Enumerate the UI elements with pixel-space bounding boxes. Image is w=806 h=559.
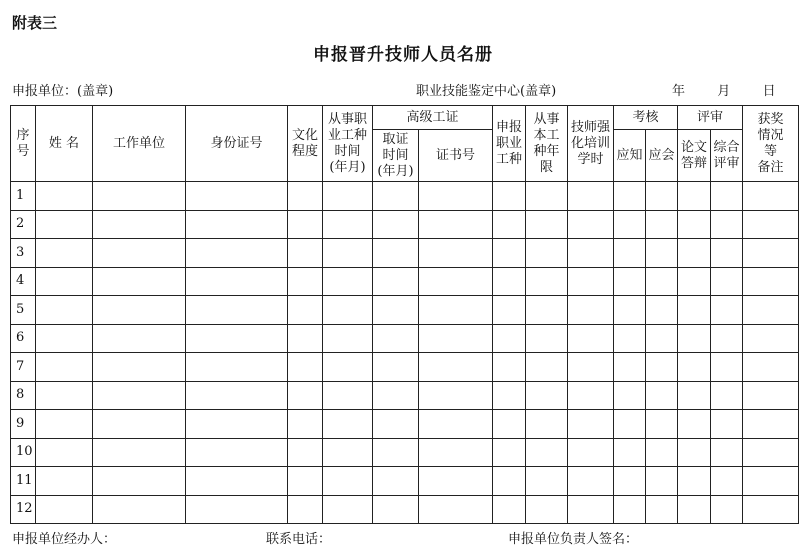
table-cell[interactable] bbox=[711, 467, 743, 496]
table-cell[interactable] bbox=[186, 353, 288, 382]
table-cell[interactable] bbox=[568, 296, 614, 325]
table-cell[interactable] bbox=[526, 267, 568, 296]
header-awards: 获奖 情况 等 备注 bbox=[743, 106, 799, 182]
roster-table bbox=[10, 105, 799, 524]
table-cell[interactable] bbox=[646, 239, 678, 268]
row-number: 9 bbox=[11, 410, 36, 439]
table-cell[interactable] bbox=[646, 438, 678, 467]
year-label: 年 bbox=[672, 84, 686, 99]
table-cell[interactable] bbox=[419, 410, 493, 439]
table-cell[interactable] bbox=[678, 182, 711, 211]
table-cell[interactable] bbox=[373, 353, 419, 382]
table-cell[interactable] bbox=[568, 467, 614, 496]
table-cell[interactable] bbox=[646, 296, 678, 325]
row-number: 4 bbox=[11, 267, 36, 296]
table-cell[interactable] bbox=[614, 210, 646, 239]
table-cell[interactable] bbox=[568, 267, 614, 296]
table-cell[interactable] bbox=[614, 410, 646, 439]
table-cell[interactable] bbox=[646, 410, 678, 439]
table-cell[interactable] bbox=[711, 296, 743, 325]
header-education: 文化 程度 bbox=[288, 106, 323, 182]
table-cell[interactable] bbox=[323, 438, 373, 467]
table-cell[interactable] bbox=[419, 467, 493, 496]
table-cell[interactable] bbox=[323, 324, 373, 353]
table-cell[interactable] bbox=[711, 410, 743, 439]
table-cell[interactable] bbox=[614, 324, 646, 353]
table-cell[interactable] bbox=[93, 381, 186, 410]
table-cell[interactable] bbox=[36, 267, 93, 296]
header-years-this-trade: 从事 本工 种年 限 bbox=[526, 106, 568, 182]
table-cell[interactable] bbox=[288, 324, 323, 353]
table-cell[interactable] bbox=[323, 239, 373, 268]
table-cell[interactable] bbox=[743, 495, 799, 524]
date-line bbox=[672, 80, 776, 99]
header-review: 评审 bbox=[678, 106, 743, 130]
table-row bbox=[11, 438, 799, 467]
table-row bbox=[11, 324, 799, 353]
table-cell[interactable] bbox=[373, 381, 419, 410]
table-cell[interactable] bbox=[646, 210, 678, 239]
row-number: 12 bbox=[11, 495, 36, 524]
table-cell[interactable] bbox=[711, 495, 743, 524]
table-cell[interactable] bbox=[93, 210, 186, 239]
table-cell[interactable] bbox=[93, 182, 186, 211]
table-cell[interactable] bbox=[678, 495, 711, 524]
table-cell[interactable] bbox=[493, 438, 526, 467]
header-seq: 序 号 bbox=[11, 106, 36, 182]
table-cell[interactable] bbox=[288, 239, 323, 268]
table-cell[interactable] bbox=[419, 353, 493, 382]
table-cell[interactable] bbox=[323, 210, 373, 239]
header-exam: 考核 bbox=[614, 106, 678, 130]
table-cell[interactable] bbox=[711, 182, 743, 211]
row-number: 2 bbox=[11, 210, 36, 239]
table-cell[interactable] bbox=[36, 353, 93, 382]
day-label: 日 bbox=[762, 84, 776, 99]
table-row bbox=[11, 239, 799, 268]
declaring-unit-label: 申报单位：(盖章) bbox=[12, 84, 114, 99]
table-cell[interactable] bbox=[493, 381, 526, 410]
table-cell[interactable] bbox=[36, 239, 93, 268]
row-number: 10 bbox=[11, 438, 36, 467]
table-cell[interactable] bbox=[493, 324, 526, 353]
table-cell[interactable] bbox=[288, 495, 323, 524]
table-cell[interactable] bbox=[568, 210, 614, 239]
table-cell[interactable] bbox=[646, 495, 678, 524]
table-cell[interactable] bbox=[568, 324, 614, 353]
table-cell[interactable] bbox=[93, 467, 186, 496]
table-cell[interactable] bbox=[614, 353, 646, 382]
table-cell[interactable] bbox=[711, 353, 743, 382]
table-cell[interactable] bbox=[323, 467, 373, 496]
table-cell[interactable] bbox=[678, 467, 711, 496]
table-cell[interactable] bbox=[186, 324, 288, 353]
table-cell[interactable] bbox=[288, 438, 323, 467]
header-practice: 应会 bbox=[646, 130, 678, 182]
table-row bbox=[11, 210, 799, 239]
table-cell[interactable] bbox=[711, 267, 743, 296]
table-cell[interactable] bbox=[646, 467, 678, 496]
table-cell[interactable] bbox=[36, 182, 93, 211]
month-label: 月 bbox=[717, 84, 731, 99]
table-cell[interactable] bbox=[743, 410, 799, 439]
table-cell[interactable] bbox=[493, 210, 526, 239]
table-cell[interactable] bbox=[186, 467, 288, 496]
table-cell[interactable] bbox=[419, 239, 493, 268]
table-cell[interactable] bbox=[419, 495, 493, 524]
row-number: 5 bbox=[11, 296, 36, 325]
table-cell[interactable] bbox=[711, 438, 743, 467]
appendix-label: 附表三 bbox=[12, 14, 58, 32]
table-cell[interactable] bbox=[678, 239, 711, 268]
table-cell[interactable] bbox=[419, 381, 493, 410]
table-cell[interactable] bbox=[614, 381, 646, 410]
table-cell[interactable] bbox=[678, 410, 711, 439]
row-number: 1 bbox=[11, 182, 36, 211]
table-cell[interactable] bbox=[678, 296, 711, 325]
table-cell[interactable] bbox=[36, 438, 93, 467]
table-cell[interactable] bbox=[614, 438, 646, 467]
table-cell[interactable] bbox=[743, 267, 799, 296]
table-cell[interactable] bbox=[373, 210, 419, 239]
signature-label: 申报单位负责人签名： bbox=[508, 532, 639, 547]
table-cell[interactable] bbox=[493, 410, 526, 439]
table-cell[interactable] bbox=[323, 267, 373, 296]
table-cell[interactable] bbox=[93, 267, 186, 296]
table-cell[interactable] bbox=[526, 353, 568, 382]
table-cell[interactable] bbox=[36, 296, 93, 325]
table-cell[interactable] bbox=[93, 495, 186, 524]
table-cell[interactable] bbox=[36, 381, 93, 410]
table-cell[interactable] bbox=[743, 467, 799, 496]
header-workplace: 工作单位 bbox=[93, 106, 186, 182]
table-cell[interactable] bbox=[526, 324, 568, 353]
header-overall: 综合 评审 bbox=[711, 130, 743, 182]
table-cell[interactable] bbox=[614, 239, 646, 268]
appraisal-center-label: 职业技能鉴定中心(盖章) bbox=[416, 84, 557, 99]
table-cell[interactable] bbox=[568, 410, 614, 439]
table-cell[interactable] bbox=[93, 239, 186, 268]
table-cell[interactable] bbox=[373, 267, 419, 296]
header-name: 姓 名 bbox=[36, 106, 93, 182]
table-cell[interactable] bbox=[711, 381, 743, 410]
table-cell[interactable] bbox=[678, 210, 711, 239]
header-training-hours: 技师强 化培训 学时 bbox=[568, 106, 614, 182]
table-cell[interactable] bbox=[678, 324, 711, 353]
table-cell[interactable] bbox=[93, 410, 186, 439]
table-cell[interactable] bbox=[614, 182, 646, 211]
table-row bbox=[11, 182, 799, 211]
table-cell[interactable] bbox=[373, 324, 419, 353]
row-number: 7 bbox=[11, 353, 36, 382]
table-cell[interactable] bbox=[419, 267, 493, 296]
table-cell[interactable] bbox=[373, 438, 419, 467]
table-cell[interactable] bbox=[373, 410, 419, 439]
table-cell[interactable] bbox=[36, 410, 93, 439]
table-row bbox=[11, 495, 799, 524]
table-cell[interactable] bbox=[711, 324, 743, 353]
table-cell[interactable] bbox=[526, 239, 568, 268]
table-cell[interactable] bbox=[93, 296, 186, 325]
table-cell[interactable] bbox=[186, 239, 288, 268]
table-cell[interactable] bbox=[678, 267, 711, 296]
table-cell[interactable] bbox=[373, 467, 419, 496]
table-cell[interactable] bbox=[646, 182, 678, 211]
table-cell[interactable] bbox=[743, 324, 799, 353]
table-cell[interactable] bbox=[323, 182, 373, 211]
table-cell[interactable] bbox=[614, 495, 646, 524]
table-cell[interactable] bbox=[323, 353, 373, 382]
header-id-number: 身份证号 bbox=[186, 106, 288, 182]
table-cell[interactable] bbox=[419, 210, 493, 239]
table-cell[interactable] bbox=[93, 353, 186, 382]
table-cell[interactable] bbox=[288, 296, 323, 325]
header-cert-number: 证书号 bbox=[419, 130, 493, 182]
table-cell[interactable] bbox=[568, 438, 614, 467]
table-cell[interactable] bbox=[186, 210, 288, 239]
table-cell[interactable] bbox=[743, 210, 799, 239]
table-cell[interactable] bbox=[288, 381, 323, 410]
table-cell[interactable] bbox=[186, 296, 288, 325]
table-cell[interactable] bbox=[568, 239, 614, 268]
table-cell[interactable] bbox=[526, 438, 568, 467]
table-cell[interactable] bbox=[743, 239, 799, 268]
table-cell[interactable] bbox=[743, 353, 799, 382]
table-cell[interactable] bbox=[288, 353, 323, 382]
table-cell[interactable] bbox=[678, 438, 711, 467]
table-cell[interactable] bbox=[419, 438, 493, 467]
table-cell[interactable] bbox=[36, 210, 93, 239]
table-row bbox=[11, 296, 799, 325]
table-cell[interactable] bbox=[493, 267, 526, 296]
header-years-in-trade: 从事职 业工种 时间 (年月) bbox=[323, 106, 373, 182]
table-cell[interactable] bbox=[646, 381, 678, 410]
header-theory: 应知 bbox=[614, 130, 646, 182]
table-row bbox=[11, 353, 799, 382]
table-cell[interactable] bbox=[288, 267, 323, 296]
table-cell[interactable] bbox=[493, 467, 526, 496]
table-cell[interactable] bbox=[373, 495, 419, 524]
row-number: 3 bbox=[11, 239, 36, 268]
table-cell[interactable] bbox=[288, 210, 323, 239]
table-cell[interactable] bbox=[678, 381, 711, 410]
page-title: 申报晋升技师人员名册 bbox=[313, 45, 493, 65]
table-cell[interactable] bbox=[526, 467, 568, 496]
table-cell[interactable] bbox=[493, 296, 526, 325]
table-cell[interactable] bbox=[186, 267, 288, 296]
table-cell[interactable] bbox=[323, 381, 373, 410]
table-cell[interactable] bbox=[288, 467, 323, 496]
table-row bbox=[11, 267, 799, 296]
table-cell[interactable] bbox=[186, 410, 288, 439]
table-cell[interactable] bbox=[288, 182, 323, 211]
table-cell[interactable] bbox=[526, 410, 568, 439]
table-cell[interactable] bbox=[711, 210, 743, 239]
table-cell[interactable] bbox=[419, 182, 493, 211]
table-cell[interactable] bbox=[323, 296, 373, 325]
table-cell[interactable] bbox=[568, 495, 614, 524]
table-cell[interactable] bbox=[568, 353, 614, 382]
row-number: 6 bbox=[11, 324, 36, 353]
phone-label: 联系电话： bbox=[266, 532, 332, 547]
table-cell[interactable] bbox=[526, 296, 568, 325]
table-cell[interactable] bbox=[186, 381, 288, 410]
table-cell[interactable] bbox=[526, 495, 568, 524]
table-cell[interactable] bbox=[743, 296, 799, 325]
table-row bbox=[11, 467, 799, 496]
table-cell[interactable] bbox=[526, 210, 568, 239]
table-cell[interactable] bbox=[646, 324, 678, 353]
table-cell[interactable] bbox=[526, 182, 568, 211]
table-row bbox=[11, 381, 799, 410]
row-number: 8 bbox=[11, 381, 36, 410]
header-senior-cert: 高级工证 bbox=[373, 106, 493, 130]
table-cell[interactable] bbox=[36, 495, 93, 524]
header-thesis: 论文 答辩 bbox=[678, 130, 711, 182]
table-cell[interactable] bbox=[526, 381, 568, 410]
header-declared-trade: 申报 职业 工种 bbox=[493, 106, 526, 182]
table-cell[interactable] bbox=[36, 324, 93, 353]
table-cell[interactable] bbox=[373, 182, 419, 211]
handler-label: 申报单位经办人： bbox=[12, 532, 117, 547]
table-cell[interactable] bbox=[678, 353, 711, 382]
table-cell[interactable] bbox=[493, 353, 526, 382]
table-cell[interactable] bbox=[419, 324, 493, 353]
table-cell[interactable] bbox=[493, 239, 526, 268]
header-cert-time: 取证 时间 (年月) bbox=[373, 130, 419, 182]
table-cell[interactable] bbox=[711, 239, 743, 268]
table-cell[interactable] bbox=[646, 353, 678, 382]
table-cell[interactable] bbox=[288, 410, 323, 439]
table-cell[interactable] bbox=[186, 182, 288, 211]
table-cell[interactable] bbox=[568, 182, 614, 211]
table-cell[interactable] bbox=[93, 438, 186, 467]
table-cell[interactable] bbox=[373, 296, 419, 325]
table-cell[interactable] bbox=[614, 467, 646, 496]
table-cell[interactable] bbox=[743, 182, 799, 211]
table-cell[interactable] bbox=[493, 495, 526, 524]
table-cell[interactable] bbox=[614, 267, 646, 296]
table-cell[interactable] bbox=[323, 495, 373, 524]
table-cell[interactable] bbox=[373, 239, 419, 268]
table-cell[interactable] bbox=[493, 182, 526, 211]
table-cell[interactable] bbox=[743, 438, 799, 467]
row-number: 11 bbox=[11, 467, 36, 496]
table-cell[interactable] bbox=[646, 267, 678, 296]
table-cell[interactable] bbox=[323, 410, 373, 439]
table-cell[interactable] bbox=[568, 381, 614, 410]
table-row bbox=[11, 410, 799, 439]
table-cell[interactable] bbox=[186, 438, 288, 467]
table-cell[interactable] bbox=[614, 296, 646, 325]
table-cell[interactable] bbox=[36, 467, 93, 496]
table-cell[interactable] bbox=[743, 381, 799, 410]
table-cell[interactable] bbox=[419, 296, 493, 325]
table-cell[interactable] bbox=[93, 324, 186, 353]
table-cell[interactable] bbox=[186, 495, 288, 524]
